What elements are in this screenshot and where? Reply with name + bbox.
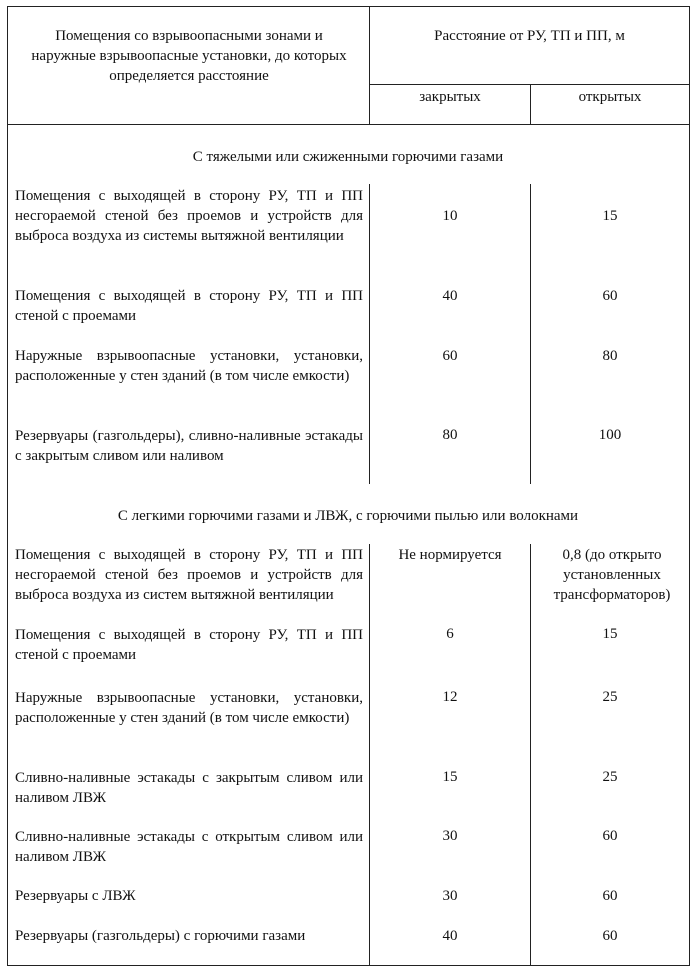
row-label: Резервуары (газгольдеры), сливно-наливные эстакады с закрытым сливом или наливом xyxy=(15,428,363,464)
header-closed: закрытых xyxy=(419,89,481,105)
row-label: Помещения с выходящей в сторону РУ, ТП и ПП стеной с проемами xyxy=(15,288,363,324)
section-title-light-gases: С легкими горючими газами и ЛВЖ, с горючими пылью или волокнами xyxy=(117,508,579,524)
row-closed: 12 xyxy=(442,689,458,705)
row-label: Наружные взрывоопасные установки, установки, расположенные у стен зданий (в том числе емкости) xyxy=(15,348,363,384)
header-room-type: Помещения со взрывоопасными зонами и наружные взрывоопасные установки, до которых определяется расстояние xyxy=(31,28,347,84)
header-divider-col1 xyxy=(369,6,370,125)
row-open: 60 xyxy=(602,288,618,304)
row-open: 60 xyxy=(602,928,618,944)
row-label: Сливно-наливные эстакады с закрытым сливом или наливом ЛВЖ xyxy=(15,770,363,806)
row-closed: 80 xyxy=(442,427,458,443)
row-label: Помещения с выходящей в сторону РУ, ТП и ПП стеной с проемами xyxy=(15,627,363,663)
table-border-right xyxy=(689,6,690,966)
row-open: 60 xyxy=(602,828,618,844)
row-open: 15 xyxy=(602,626,618,642)
row-closed: 30 xyxy=(442,888,458,904)
row-label: Наружные взрывоопасные установки, установки, расположенные у стен зданий (в том числе емкости) xyxy=(15,690,363,726)
row-closed: 10 xyxy=(442,208,458,224)
row-open: 15 xyxy=(602,208,618,224)
header-bottom-line xyxy=(7,124,690,125)
row-closed: 60 xyxy=(442,348,458,364)
row-closed: 6 xyxy=(446,626,454,642)
row-closed: 40 xyxy=(442,288,458,304)
row-label: Резервуары (газгольдеры) с горючими газами xyxy=(15,928,306,944)
header-distance: Расстояние от РУ, ТП и ПП, м xyxy=(434,28,625,44)
row-open: 60 xyxy=(602,888,618,904)
row-closed: 15 xyxy=(442,769,458,785)
row-label: Помещения с выходящей в сторону РУ, ТП и ПП несгораемой стеной без проемов и устройств для выброса воздуха из систем вытяжной вентиляции xyxy=(15,547,363,603)
row-open: 25 xyxy=(602,689,618,705)
row-open: 0,8 (до открыто установленных трансформаторов) xyxy=(553,547,671,603)
header-open: открытых xyxy=(578,89,642,105)
section-title-heavy-gases: С тяжелыми или сжиженными горючими газами xyxy=(192,149,504,165)
row-open: 80 xyxy=(602,348,618,364)
row-closed: 40 xyxy=(442,928,458,944)
header-divider-sub xyxy=(369,84,689,85)
row-closed: Не нормируется xyxy=(398,547,502,563)
table-border-top xyxy=(7,6,690,7)
row-label: Помещения с выходящей в сторону РУ, ТП и ПП несгораемой стеной без проемов и устройств для выброса воздуха из системы вытяжной вентиляции xyxy=(15,188,363,244)
row-open: 100 xyxy=(598,427,622,443)
row-label: Резервуары с ЛВЖ xyxy=(15,888,136,904)
row-label: Сливно-наливные эстакады с открытым сливом или наливом ЛВЖ xyxy=(15,829,363,865)
table-border-bottom xyxy=(7,965,690,966)
row-open: 25 xyxy=(602,769,618,785)
row-closed: 30 xyxy=(442,828,458,844)
